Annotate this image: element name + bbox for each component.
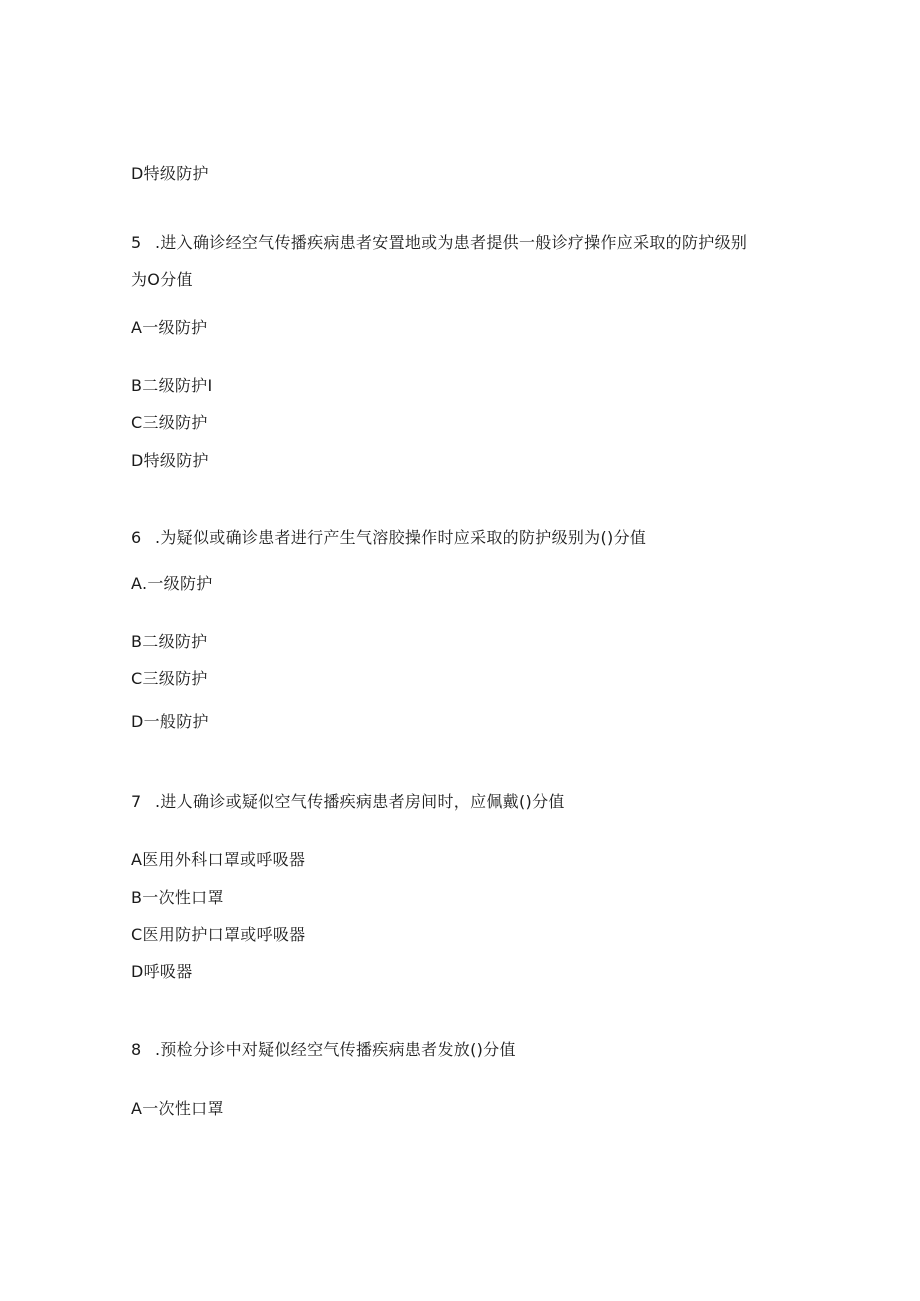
option-d-prev: D特级防护 (131, 164, 209, 183)
question-5-option-b: B二级防护I (131, 376, 213, 395)
question-6-option-d: D一般防护 (131, 712, 209, 731)
question-6-text: .为疑似或确诊患者进行产生气溶胶操作时应采取的防护级别为()分值 (155, 528, 647, 547)
question-8-number: 8 (131, 1040, 142, 1059)
question-5-text: .进入确诊经空气传播疾病患者安置地或为患者提供一般诊疗操作应采取的防护级别 (155, 233, 748, 252)
question-6-option-b: B二级防护 (131, 632, 208, 651)
question-8-text: .预检分诊中对疑似经空气传播疾病患者发放()分值 (155, 1040, 516, 1059)
question-5-option-d: D特级防护 (131, 451, 209, 470)
question-6-line1 (131, 528, 646, 548)
question-7-text: .进人确诊或疑似空气传播疾病患者房间时，应佩戴()分值 (155, 792, 565, 811)
question-5-line2: 为O分值 (131, 270, 193, 289)
question-6-option-a: A.一级防护 (131, 574, 213, 593)
question-6-number: 6 (131, 528, 142, 547)
question-8-line1 (131, 1040, 516, 1060)
question-6-option-c: C三级防护 (131, 669, 208, 688)
question-7-line1 (131, 792, 565, 812)
question-7-option-d: D呼吸器 (131, 962, 193, 981)
question-7-option-a: A医用外科口罩或呼吸器 (131, 850, 306, 869)
question-5-line1 (131, 233, 747, 253)
question-5-number: 5 (131, 233, 142, 252)
question-5-option-c: C三级防护 (131, 413, 208, 432)
question-5-option-a: A一级防护 (131, 318, 208, 337)
question-7-option-b: B一次性口罩 (131, 888, 224, 907)
question-8-option-a: A一次性口罩 (131, 1099, 224, 1118)
question-7-option-c: C医用防护口罩或呼吸器 (131, 925, 306, 944)
question-7-number: 7 (131, 792, 142, 811)
